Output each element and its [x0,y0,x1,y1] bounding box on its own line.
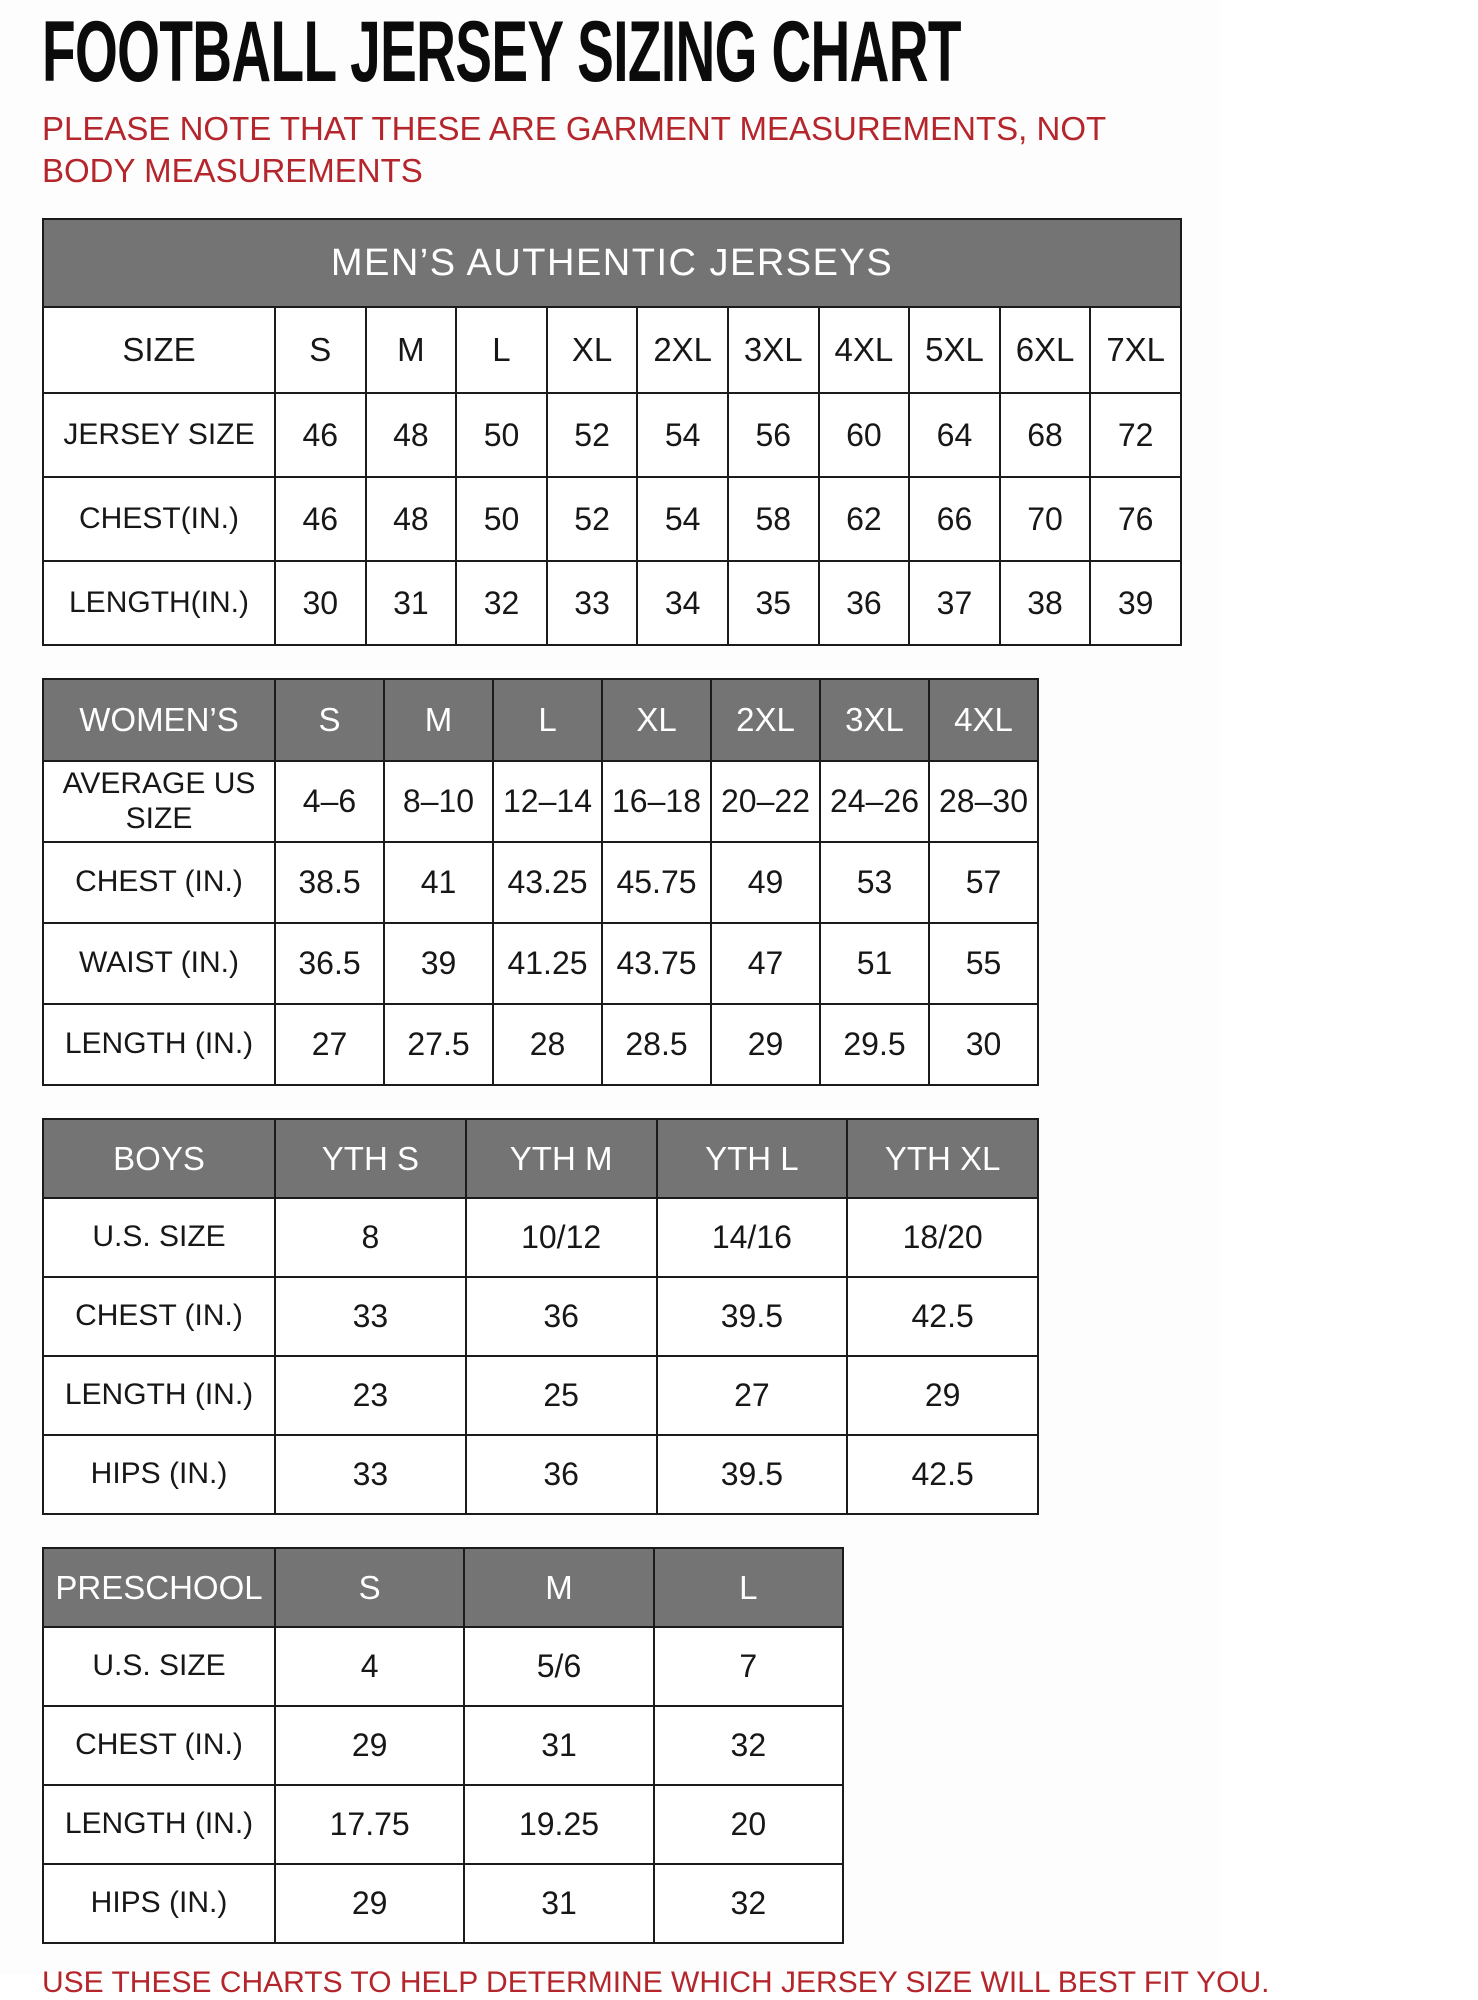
row-label-cell: CHEST (IN.) [44,843,276,924]
value-cell: 54 [638,478,729,562]
size-header-cell: S [276,308,367,394]
value-cell: 39 [1091,562,1182,646]
value-cell: 53 [821,843,930,924]
row-label-cell: CHEST(IN.) [44,478,276,562]
value-cell: 24–26 [821,762,930,843]
value-cell: 33 [548,562,639,646]
size-header-cell: 6XL [1001,308,1092,394]
header-label-cell: PRESCHOOL [44,1549,276,1628]
value-cell: 7 [655,1628,844,1707]
size-header-cell: 3XL [729,308,820,394]
value-cell: 36 [467,1278,658,1357]
value-cell: 27 [276,1005,385,1086]
page-title-text: FOOTBALL JERSEY SIZING CHART [42,4,961,100]
table-row [44,1357,1039,1436]
table-row [44,1005,1039,1086]
womens-table-section [42,678,1182,1086]
value-cell: 76 [1091,478,1182,562]
value-cell: 41.25 [494,924,603,1005]
table-row [44,394,1182,478]
value-cell: 39 [385,924,494,1005]
size-header-cell: YTH L [658,1120,849,1199]
value-cell: 23 [276,1357,467,1436]
size-header-cell: 4XL [930,680,1039,762]
value-cell: 43.25 [494,843,603,924]
row-label-cell: U.S. SIZE [44,1628,276,1707]
value-cell: 31 [465,1865,654,1944]
value-cell: 8–10 [385,762,494,843]
size-header-cell: M [367,308,458,394]
value-cell: 41 [385,843,494,924]
value-cell: 39.5 [658,1436,849,1515]
table-banner-cell: MEN’S AUTHENTIC JERSEYS [44,220,1182,308]
value-cell: 37 [910,562,1001,646]
value-cell: 34 [638,562,729,646]
mens-sizing-table [42,218,1182,646]
row-label-cell: CHEST (IN.) [44,1278,276,1357]
value-cell: 56 [729,394,820,478]
value-cell: 28.5 [603,1005,712,1086]
preschool-sizing-table [42,1547,844,1944]
value-cell: 48 [367,394,458,478]
value-cell: 32 [457,562,548,646]
value-cell: 5/6 [465,1628,654,1707]
value-cell: 29 [276,1707,465,1786]
value-cell: 36 [467,1436,658,1515]
value-cell: 50 [457,478,548,562]
row-label-cell: LENGTH (IN.) [44,1357,276,1436]
table-row [44,924,1039,1005]
table-row [44,1786,844,1865]
value-cell: 47 [712,924,821,1005]
value-cell: 60 [820,394,911,478]
boys-table-section [42,1118,1182,1515]
value-cell: 54 [638,394,729,478]
size-header-cell: S [276,1549,465,1628]
size-header-cell: 2XL [712,680,821,762]
row-label-cell: LENGTH (IN.) [44,1786,276,1865]
value-cell: 32 [655,1707,844,1786]
value-cell: 48 [367,478,458,562]
value-cell: 66 [910,478,1001,562]
page-title [42,4,1182,100]
size-header-cell: YTH XL [848,1120,1039,1199]
value-cell: 20–22 [712,762,821,843]
header-label-cell: WOMEN’S [44,680,276,762]
value-cell: 58 [729,478,820,562]
value-cell: 43.75 [603,924,712,1005]
value-cell: 20 [655,1786,844,1865]
value-cell: 32 [655,1865,844,1944]
table-header-row [44,680,1039,762]
value-cell: 49 [712,843,821,924]
value-cell: 33 [276,1436,467,1515]
row-label-cell: LENGTH (IN.) [44,1005,276,1086]
table-row [44,1707,844,1786]
size-header-cell: M [385,680,494,762]
value-cell: 51 [821,924,930,1005]
value-cell: 45.75 [603,843,712,924]
value-cell: 14/16 [658,1199,849,1278]
value-cell: 29 [848,1357,1039,1436]
value-cell: 68 [1001,394,1092,478]
table-banner-row [44,220,1182,308]
value-cell: 52 [548,478,639,562]
preschool-table-section [42,1547,1182,1944]
value-cell: 31 [465,1707,654,1786]
value-cell: 25 [467,1357,658,1436]
size-header-cell: YTH M [467,1120,658,1199]
value-cell: 70 [1001,478,1092,562]
table-row [44,1628,844,1707]
row-label-cell: CHEST (IN.) [44,1707,276,1786]
size-header-cell: 4XL [820,308,911,394]
value-cell: 50 [457,394,548,478]
row-label-cell: HIPS (IN.) [44,1436,276,1515]
header-label-cell: BOYS [44,1120,276,1199]
boys-sizing-table [42,1118,1039,1515]
value-cell: 38 [1001,562,1092,646]
value-cell: 29.5 [821,1005,930,1086]
header-label-cell: SIZE [44,308,276,394]
garment-measurements-note: PLEASE NOTE THAT THESE ARE GARMENT MEASUREMENTS, NOT BODY MEASUREMENTS [42,109,1106,189]
size-header-cell: 5XL [910,308,1001,394]
table-header-row [44,1120,1039,1199]
size-header-cell: L [457,308,548,394]
value-cell: 38.5 [276,843,385,924]
value-cell: 4–6 [276,762,385,843]
size-header-cell: S [276,680,385,762]
table-row [44,478,1182,562]
size-header-cell: L [494,680,603,762]
value-cell: 16–18 [603,762,712,843]
value-cell: 36.5 [276,924,385,1005]
value-cell: 17.75 [276,1786,465,1865]
row-label-cell: WAIST (IN.) [44,924,276,1005]
value-cell: 55 [930,924,1039,1005]
size-header-cell: XL [603,680,712,762]
size-header-cell: 2XL [638,308,729,394]
size-header-cell: M [465,1549,654,1628]
row-label-cell: JERSEY SIZE [44,394,276,478]
value-cell: 27 [658,1357,849,1436]
table-row [44,562,1182,646]
value-cell: 10/12 [467,1199,658,1278]
value-cell: 31 [367,562,458,646]
value-cell: 4 [276,1628,465,1707]
value-cell: 39.5 [658,1278,849,1357]
size-header-cell: 7XL [1091,308,1182,394]
value-cell: 72 [1091,394,1182,478]
value-cell: 42.5 [848,1278,1039,1357]
value-cell: 35 [729,562,820,646]
value-cell: 57 [930,843,1039,924]
value-cell: 64 [910,394,1001,478]
table-row [44,1199,1039,1278]
fit-advice-footer: USE THESE CHARTS TO HELP DETERMINE WHICH JERSEY SIZE WILL BEST FIT YOU. [42,1966,1270,2000]
value-cell: 19.25 [465,1786,654,1865]
value-cell: 29 [712,1005,821,1086]
value-cell: 18/20 [848,1199,1039,1278]
womens-sizing-table [42,678,1039,1086]
value-cell: 46 [276,478,367,562]
table-row [44,843,1039,924]
size-header-cell: XL [548,308,639,394]
value-cell: 28–30 [930,762,1039,843]
size-header-cell: YTH S [276,1120,467,1199]
table-row [44,1436,1039,1515]
row-label-cell: AVERAGE US SIZE [44,762,276,843]
table-row [44,762,1039,843]
table-row [44,1865,844,1944]
value-cell: 27.5 [385,1005,494,1086]
value-cell: 30 [276,562,367,646]
row-label-cell: HIPS (IN.) [44,1865,276,1944]
table-header-row [44,308,1182,394]
value-cell: 8 [276,1199,467,1278]
value-cell: 36 [820,562,911,646]
value-cell: 30 [930,1005,1039,1086]
size-header-cell: L [655,1549,844,1628]
value-cell: 28 [494,1005,603,1086]
value-cell: 46 [276,394,367,478]
value-cell: 42.5 [848,1436,1039,1515]
value-cell: 29 [276,1865,465,1944]
row-label-cell: LENGTH(IN.) [44,562,276,646]
table-header-row [44,1549,844,1628]
size-header-cell: 3XL [821,680,930,762]
mens-table-section [42,218,1182,646]
value-cell: 52 [548,394,639,478]
table-row [44,1278,1039,1357]
value-cell: 33 [276,1278,467,1357]
row-label-cell: U.S. SIZE [44,1199,276,1278]
value-cell: 12–14 [494,762,603,843]
value-cell: 62 [820,478,911,562]
